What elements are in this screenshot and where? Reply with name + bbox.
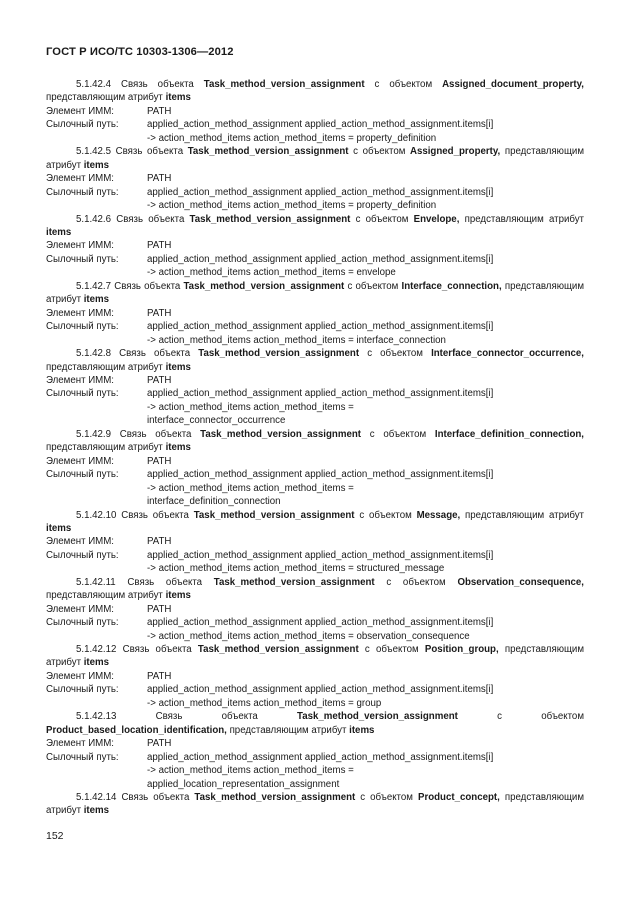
path-line: applied_action_method_assignment applied_action_method_assignment.items[i] <box>147 617 494 629</box>
path-row <box>46 549 584 576</box>
heading-text: представляющим атрибут <box>46 361 166 373</box>
heading-text: представляющим атрибут <box>46 146 584 171</box>
element-label: Элемент ИММ: <box>46 455 115 467</box>
element-value: PATH <box>147 105 172 117</box>
path-line: applied_action_method_assignment applied_action_method_assignment.items[i] <box>147 321 494 333</box>
element-label: Элемент ИММ: <box>46 240 115 252</box>
heading-text: с объектом <box>457 711 584 723</box>
heading-term: items <box>83 294 110 306</box>
section <box>46 643 584 710</box>
element-row <box>46 603 584 616</box>
path-line: -> action_method_items action_method_items = observation_consequence <box>147 630 470 642</box>
path-value <box>147 387 584 427</box>
element-row <box>46 455 584 468</box>
element-label: Элемент ИММ: <box>46 603 115 615</box>
element-value: PATH <box>147 670 172 682</box>
path-label: Сылочный путь: <box>46 388 119 400</box>
heading-term: Product_based_location_identification, <box>46 724 227 736</box>
heading-text: с объектом <box>344 280 402 292</box>
section <box>46 576 584 643</box>
section-heading <box>46 710 584 737</box>
heading-term: Task_method_version_assignment <box>198 348 360 360</box>
element-label: Элемент ИММ: <box>46 173 115 185</box>
path-label: Сылочный путь: <box>46 549 119 561</box>
heading-term: items <box>46 522 72 534</box>
heading-term: Message, <box>416 509 461 521</box>
heading-term: Task_method_version_assignment <box>297 711 458 723</box>
path-line: applied_action_method_assignment applied_action_method_assignment.items[i] <box>147 253 494 265</box>
element-row <box>46 737 584 750</box>
path-value <box>147 186 584 213</box>
section-heading <box>46 509 584 536</box>
path-row <box>46 616 584 643</box>
element-row <box>46 535 584 548</box>
path-value <box>147 468 584 508</box>
section <box>46 213 584 280</box>
heading-text: представляющим атрибут <box>46 590 166 602</box>
heading-text: представляющим атрибут <box>460 509 584 521</box>
heading-text: с объектом <box>354 509 417 521</box>
path-row <box>46 253 584 280</box>
path-row <box>46 468 584 508</box>
heading-text: с объектом <box>364 79 443 90</box>
heading-term: items <box>165 590 191 602</box>
heading-term: Envelope, <box>413 213 460 225</box>
path-label: Сылочный путь: <box>46 751 119 763</box>
path-line: -> action_method_items action_method_items = <box>147 482 354 494</box>
path-row <box>46 186 584 213</box>
heading-text: 5.1.42.9 Связь объекта <box>76 428 201 440</box>
section <box>46 78 584 145</box>
path-row <box>46 751 584 791</box>
heading-term: items <box>349 724 375 736</box>
path-value <box>147 320 584 347</box>
element-label: Элемент ИММ: <box>46 105 115 117</box>
heading-text: с объектом <box>355 792 418 804</box>
path-line: interface_definition_connection <box>147 496 281 508</box>
heading-text: представляющим атрибут <box>459 213 584 225</box>
page-number: 152 <box>46 830 64 842</box>
heading-term: Interface_definition_connection, <box>434 428 584 440</box>
heading-term: Task_method_version_assignment <box>183 280 345 292</box>
path-line: applied_action_method_assignment applied_action_method_assignment.items[i] <box>147 388 494 400</box>
path-line: applied_action_method_assignment applied_action_method_assignment.items[i] <box>147 119 494 131</box>
path-value <box>147 549 584 576</box>
path-line: -> action_method_items action_method_items = <box>147 401 354 413</box>
section-heading <box>46 213 584 240</box>
element-label: Элемент ИММ: <box>46 670 115 682</box>
heading-term: items <box>83 657 110 669</box>
path-line: applied_action_method_assignment applied_action_method_assignment.items[i] <box>147 186 494 198</box>
section-heading <box>46 643 584 670</box>
element-value: PATH <box>147 307 172 319</box>
heading-term: Interface_connection, <box>401 280 502 292</box>
element-label: Элемент ИММ: <box>46 738 115 750</box>
heading-text: представляющим атрибут <box>46 280 585 306</box>
element-value: PATH <box>147 240 172 252</box>
path-value <box>147 683 584 710</box>
heading-text: представляющим атрибут <box>46 792 585 817</box>
heading-text: 5.1.42.5 Связь объекта <box>76 146 188 158</box>
path-label: Сылочный путь: <box>46 186 119 198</box>
element-row <box>46 172 584 185</box>
heading-term: items <box>83 805 110 817</box>
heading-text: 5.1.42.14 Связь объекта <box>76 792 195 804</box>
section <box>46 509 584 576</box>
section-heading <box>46 576 584 603</box>
heading-term: Assigned_document_property, <box>442 79 584 90</box>
element-row <box>46 239 584 252</box>
heading-term: Task_method_version_assignment <box>187 146 349 158</box>
heading-text: представляющим атрибут <box>46 644 585 669</box>
path-line: -> action_method_items action_method_items = envelope <box>147 267 396 279</box>
heading-term: Position_group, <box>424 644 499 656</box>
section-heading <box>46 791 584 818</box>
heading-text: 5.1.42.6 Связь объекта <box>76 213 190 225</box>
element-row <box>46 374 584 387</box>
element-row <box>46 105 584 118</box>
path-line: applied_action_method_assignment applied_action_method_assignment.items[i] <box>147 549 494 561</box>
element-value: PATH <box>147 603 172 615</box>
heading-term: Task_method_version_assignment <box>194 792 356 804</box>
heading-text: с объектом <box>358 644 425 656</box>
element-value: PATH <box>147 455 172 467</box>
heading-text: с объектом <box>359 348 432 360</box>
heading-text: с объектом <box>348 146 410 158</box>
heading-term: items <box>165 442 191 454</box>
path-value <box>147 253 584 280</box>
element-value: PATH <box>147 738 172 750</box>
section <box>46 145 584 212</box>
element-value: PATH <box>147 173 172 185</box>
section-heading <box>46 78 584 105</box>
heading-text: с объектом <box>374 576 458 588</box>
heading-text: 5.1.42.7 Связь объекта <box>76 280 184 292</box>
section-heading <box>46 428 584 455</box>
path-line: applied_location_representation_assignment <box>147 778 340 790</box>
path-row <box>46 320 584 347</box>
heading-term: Task_method_version_assignment <box>203 79 365 90</box>
heading-term: items <box>165 361 191 373</box>
heading-text: 5.1.42.12 Связь объекта <box>76 644 198 656</box>
section <box>46 710 584 791</box>
heading-text: представляющим атрибут <box>226 724 350 736</box>
section-heading <box>46 280 584 307</box>
heading-text: 5.1.42.11 Связь объекта <box>76 576 214 588</box>
heading-text: представляющим атрибут <box>46 92 166 104</box>
element-label: Элемент ИММ: <box>46 307 115 319</box>
element-row <box>46 670 584 683</box>
path-line: -> action_method_items action_method_items = property_definition <box>147 200 437 212</box>
document-body <box>46 78 584 818</box>
element-value: PATH <box>147 536 172 548</box>
section <box>46 791 584 818</box>
path-line: applied_action_method_assignment applied_action_method_assignment.items[i] <box>147 684 494 696</box>
path-value <box>147 118 584 145</box>
heading-term: Task_method_version_assignment <box>193 509 355 521</box>
document-header: ГОСТ Р ИСО/ТС 10303-1306—2012 <box>46 46 234 58</box>
heading-text: 5.1.42.8 Связь объекта <box>76 348 199 360</box>
section-heading <box>46 347 584 374</box>
path-row <box>46 118 584 145</box>
path-line: -> action_method_items action_method_items = property_definition <box>147 132 437 144</box>
path-label: Сылочный путь: <box>46 253 119 265</box>
heading-text: 5.1.42.13 Связь объекта <box>76 711 298 723</box>
element-value: PATH <box>147 374 172 386</box>
path-row <box>46 387 584 427</box>
path-label: Сылочный путь: <box>46 617 119 629</box>
path-line: interface_connector_occurrence <box>147 415 286 427</box>
heading-term: Assigned_property, <box>409 146 501 158</box>
heading-term: Observation_consequence, <box>457 576 584 588</box>
path-label: Сылочный путь: <box>46 119 119 131</box>
path-row <box>46 683 584 710</box>
heading-term: Product_concept, <box>417 792 500 804</box>
heading-text: представляющим атрибут <box>46 442 166 454</box>
heading-term: Task_method_version_assignment <box>200 428 361 440</box>
path-value <box>147 751 584 791</box>
path-label: Сылочный путь: <box>46 321 119 333</box>
path-label: Сылочный путь: <box>46 469 119 481</box>
element-row <box>46 307 584 320</box>
path-line: applied_action_method_assignment applied_action_method_assignment.items[i] <box>147 751 494 763</box>
heading-term: Task_method_version_assignment <box>197 644 359 656</box>
heading-text: с объектом <box>350 213 414 225</box>
heading-term: items <box>165 92 191 104</box>
path-line: -> action_method_items action_method_items = interface_connection <box>147 334 446 346</box>
heading-term: items <box>83 159 110 171</box>
path-line: -> action_method_items action_method_items = structured_message <box>147 563 445 575</box>
section-heading <box>46 145 584 172</box>
section <box>46 280 584 347</box>
path-value <box>147 616 584 643</box>
path-line: applied_action_method_assignment applied_action_method_assignment.items[i] <box>147 469 494 481</box>
path-line: -> action_method_items action_method_items = <box>147 765 354 777</box>
heading-text: с объектом <box>360 428 435 440</box>
element-label: Элемент ИММ: <box>46 374 115 386</box>
heading-term: Interface_connector_occurrence, <box>431 348 584 360</box>
section <box>46 347 584 428</box>
section <box>46 428 584 509</box>
heading-text: 5.1.42.10 Связь объекта <box>76 509 194 521</box>
path-line: -> action_method_items action_method_items = group <box>147 697 382 709</box>
path-label: Сылочный путь: <box>46 684 119 696</box>
heading-term: Task_method_version_assignment <box>189 213 351 225</box>
heading-term: Task_method_version_assignment <box>213 576 375 588</box>
heading-term: items <box>46 226 72 238</box>
heading-text: 5.1.42.4 Связь объекта <box>76 79 204 90</box>
element-label: Элемент ИММ: <box>46 536 115 548</box>
